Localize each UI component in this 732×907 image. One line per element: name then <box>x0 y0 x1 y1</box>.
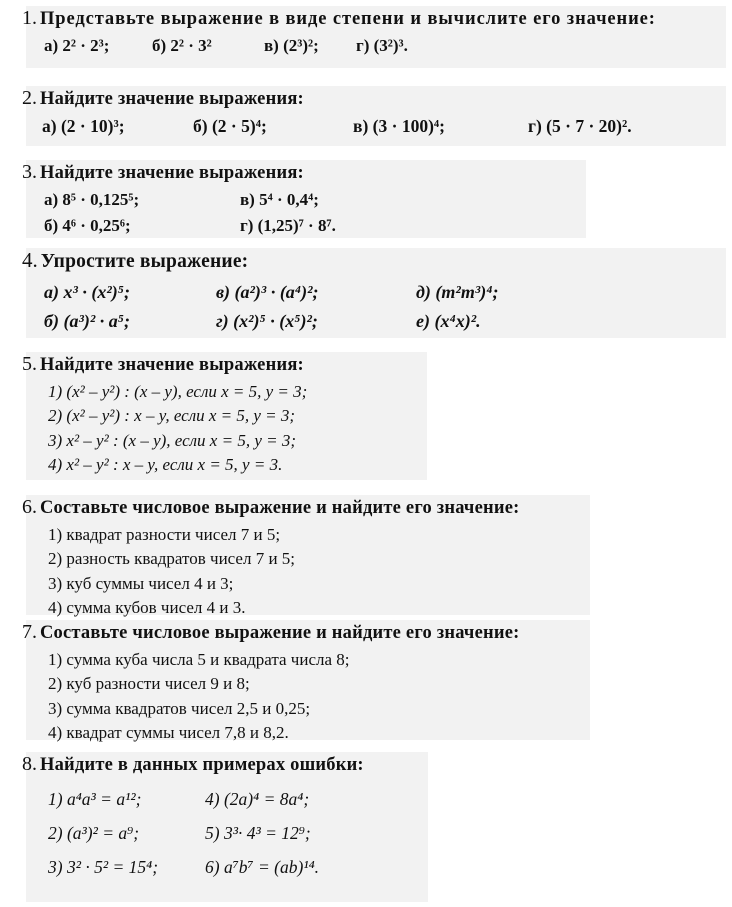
exercise-4-item-d: д) (m²m³)⁴; <box>416 282 499 303</box>
exercise-3-number: 3. <box>22 161 37 183</box>
exercise-7-number: 7. <box>22 621 37 643</box>
exercise-3-row-2 <box>44 215 336 238</box>
exercise-6 <box>22 497 519 620</box>
exercise-7 <box>22 622 519 745</box>
exercise-5-line-3: 3) x² – y² : (x – y), если x = 5, y = 3; <box>48 430 296 450</box>
exercise-8-number: 8. <box>22 753 37 775</box>
exercise-7-line-3: 3) сумма квадратов чисел 2,5 и 0,25; <box>48 698 311 718</box>
exercise-7-title: Составьте числовое выражение и найдите его значение: <box>40 623 520 643</box>
exercise-6-heading <box>22 497 519 519</box>
exercise-2-title: Найдите значение выражения: <box>40 89 304 109</box>
exercise-4-row-1 <box>44 280 498 304</box>
exercise-8-row-3 <box>48 856 364 880</box>
exercise-8 <box>22 754 364 879</box>
exercise-3-title: Найдите значение выражения: <box>40 163 304 183</box>
exercise-1-item-a: а) 2² · 2³; <box>44 36 110 56</box>
exercise-2-item-b: б) (2 · 5)⁴; <box>193 116 267 137</box>
exercise-8-row-1 <box>48 788 364 812</box>
exercise-3-item-g: г) (1,25)⁷ · 8⁷. <box>240 216 336 236</box>
exercise-7-line-2: 2) куб разности чисел 9 и 8; <box>48 674 250 694</box>
exercise-5-line-2: 2) (x² – y²) : x – y, если x = 5, y = 3; <box>48 406 296 426</box>
exercise-4-item-a: а) x³ · (x²)⁵; <box>44 282 131 303</box>
exercise-4 <box>22 250 498 333</box>
exercise-8-title: Найдите в данных примерах ошибки: <box>40 755 364 775</box>
exercise-3-item-a: а) 8⁵ · 0,125⁵; <box>44 190 140 210</box>
exercise-5-title: Найдите значение выражения: <box>40 355 304 375</box>
exercise-4-item-g: г) (x²)⁵ · (x⁵)²; <box>216 310 318 331</box>
exercise-8-item-6: 6) a⁷b⁷ = (ab)¹⁴. <box>205 856 320 877</box>
exercise-8-item-4: 4) (2a)⁴ = 8a⁴; <box>205 789 310 810</box>
exercise-6-line-3: 3) куб суммы чисел 4 и 3; <box>48 573 234 593</box>
exercise-6-line-2: 2) разность квадратов чисел 7 и 5; <box>48 549 296 569</box>
exercise-3-item-v: в) 5⁴ · 0,4⁴; <box>240 190 319 210</box>
exercise-2-item-v: в) (3 · 100)⁴; <box>353 116 445 137</box>
exercise-3-item-b: б) 4⁶ · 0,25⁶; <box>44 216 131 236</box>
exercise-1-item-g: г) (3²)³. <box>356 36 408 56</box>
exercise-2-item-g: г) (5 · 7 · 20)². <box>528 116 632 137</box>
exercise-6-line-4: 4) сумма кубов чисел 4 и 3. <box>48 597 246 617</box>
exercise-1-title: Представьте выражение в виде степени и вычислите его значение: <box>40 9 656 29</box>
exercise-1-heading <box>22 8 656 30</box>
exercise-8-item-1: 1) a⁴a³ = a¹²; <box>48 789 142 810</box>
exercise-1-number: 1. <box>22 7 37 29</box>
exercise-6-title: Составьте числовое выражение и найдите его значение: <box>40 498 520 518</box>
exercise-4-heading <box>22 250 498 273</box>
exercise-4-item-e: е) (x⁴x)². <box>416 310 481 331</box>
exercise-8-heading <box>22 754 364 776</box>
exercise-4-item-b: б) (a³)² · a⁵; <box>44 310 131 331</box>
exercise-5-line-4: 4) x² – y² : x – y, если x = 5, y = 3. <box>48 454 283 474</box>
exercise-3-row-1 <box>44 189 336 212</box>
exercise-7-line-4: 4) квадрат суммы чисел 7,8 и 8,2. <box>48 722 289 742</box>
exercise-2-heading <box>22 88 632 110</box>
exercise-5-heading <box>22 354 307 376</box>
exercise-8-item-3: 3) 3² · 5² = 15⁴; <box>48 856 159 877</box>
exercise-1 <box>22 8 656 58</box>
exercise-4-item-v: в) (a²)³ · (a⁴)²; <box>216 282 319 303</box>
exercise-1-item-v: в) (2³)²; <box>264 36 319 56</box>
exercise-4-title: Упростите выражение: <box>40 251 249 272</box>
exercise-2-row-1 <box>42 115 632 139</box>
exercise-8-item-5: 5) 3³· 4³ = 12⁹; <box>205 822 311 843</box>
exercise-1-item-b: б) 2² · 3² <box>152 36 212 56</box>
exercise-1-row-1 <box>44 35 656 58</box>
exercise-2 <box>22 88 632 139</box>
exercise-4-row-2 <box>44 309 498 333</box>
exercise-6-line-1: 1) квадрат разности чисел 7 и 5; <box>48 525 281 545</box>
exercise-5-number: 5. <box>22 353 37 375</box>
exercise-2-number: 2. <box>22 87 37 109</box>
exercise-4-number: 4. <box>22 248 38 272</box>
exercise-7-heading <box>22 622 519 644</box>
exercise-8-row-2 <box>48 822 364 846</box>
exercise-5 <box>22 354 307 477</box>
exercise-7-line-1: 1) сумма куба числа 5 и квадрата числа 8; <box>48 650 350 670</box>
exercise-2-item-a: а) (2 · 10)³; <box>42 116 125 137</box>
exercise-3 <box>22 162 336 238</box>
exercise-5-line-1: 1) (x² – y²) : (x – y), если x = 5, y = 3; <box>48 382 308 402</box>
exercise-6-number: 6. <box>22 496 37 518</box>
exercise-8-item-2: 2) (a³)² = a⁹; <box>48 822 140 843</box>
exercise-3-heading <box>22 162 336 184</box>
